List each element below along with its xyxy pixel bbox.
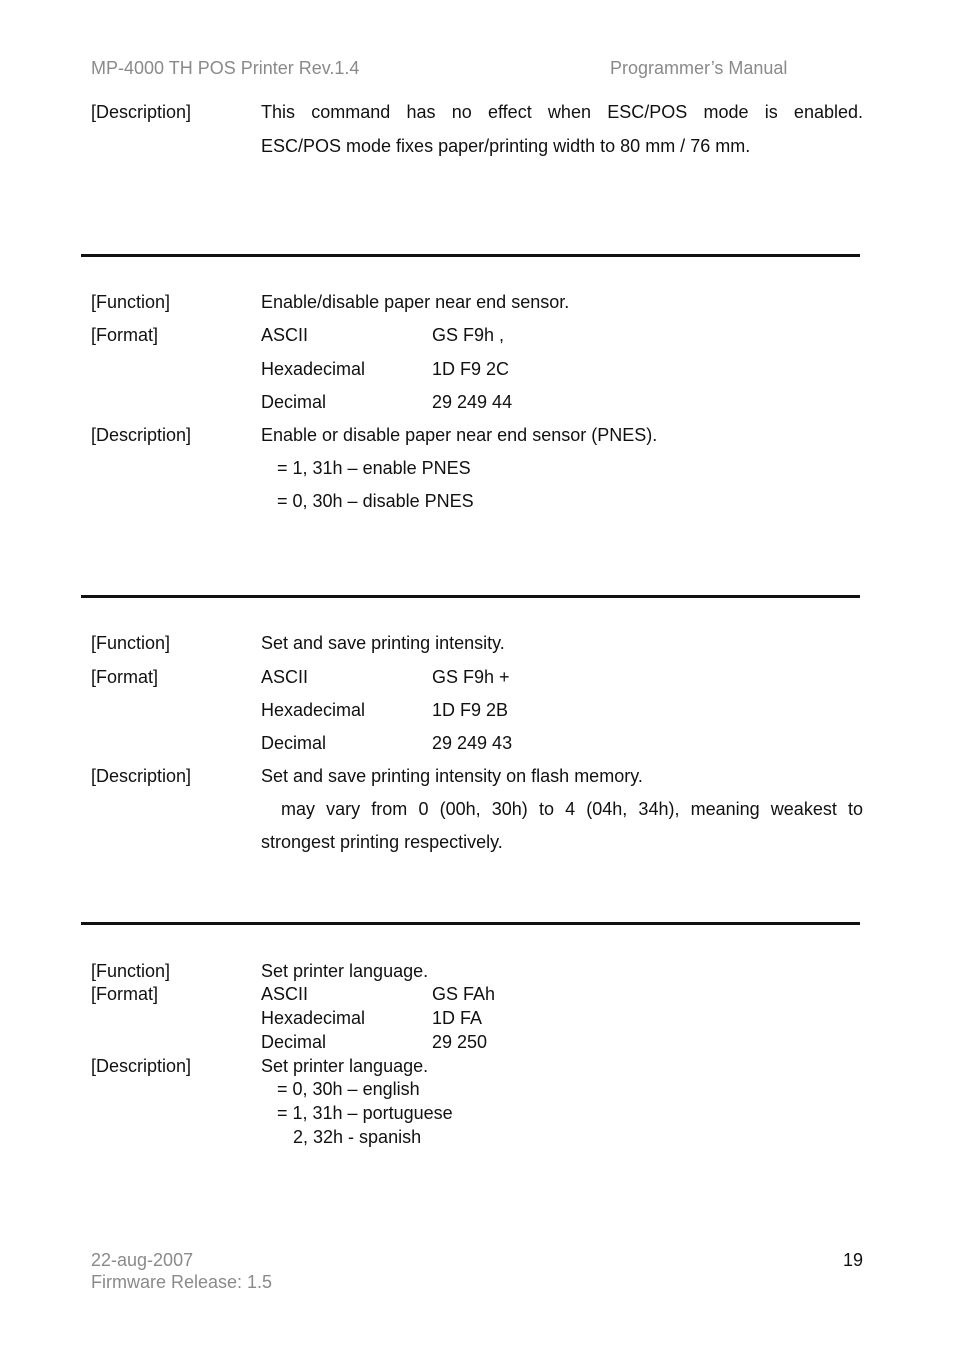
format-label: [Format]	[91, 667, 159, 687]
ascii-value: GS FAh	[432, 984, 496, 1004]
description-line: = 1, 31h – enable PNES	[277, 458, 471, 478]
function-text: Set and save printing intensity.	[261, 633, 505, 653]
section-divider	[81, 922, 860, 925]
description-line: may vary from 0 (00h, 30h) to 4 (04h, 34h), meaning weakest to	[281, 799, 863, 819]
decimal-label: Decimal	[261, 1032, 327, 1052]
hex-label: Hexadecimal	[261, 1008, 366, 1028]
decimal-value: 29 249 43	[432, 733, 513, 753]
ascii-label: ASCII	[261, 325, 309, 345]
format-label: [Format]	[91, 325, 159, 345]
function-label: [Function]	[91, 633, 171, 653]
page-number: 19	[843, 1250, 864, 1270]
description-label: [Description]	[91, 766, 192, 786]
function-text: Set printer language.	[261, 961, 429, 981]
intro-description-line2: ESC/POS mode fixes paper/printing width to 80 mm / 76 mm.	[261, 136, 751, 156]
description-line: = 0, 30h – english	[277, 1079, 420, 1099]
decimal-label: Decimal	[261, 392, 327, 412]
description-label: [Description]	[91, 1056, 192, 1076]
function-label: [Function]	[91, 961, 171, 981]
description-label: [Description]	[91, 425, 192, 445]
hex-value: 1D FA	[432, 1008, 483, 1028]
header-manual: Programmer’s Manual	[610, 58, 788, 78]
description-line: = 1, 31h – portuguese	[277, 1103, 453, 1123]
decimal-label: Decimal	[261, 733, 327, 753]
ascii-value: GS F9h +	[432, 667, 510, 687]
ascii-value: GS F9h ,	[432, 325, 505, 345]
ascii-label: ASCII	[261, 984, 309, 1004]
description-line: 2, 32h - spanish	[293, 1127, 422, 1147]
section-divider	[81, 254, 860, 257]
description-line: strongest printing respectively.	[261, 832, 503, 852]
description-text: Enable or disable paper near end sensor (PNES).	[261, 425, 658, 445]
header-title: MP-4000 TH POS Printer Rev.1.4	[91, 58, 360, 78]
section-divider	[81, 595, 860, 598]
hex-value: 1D F9 2C	[432, 359, 510, 379]
function-label: [Function]	[91, 292, 171, 312]
function-text: Enable/disable paper near end sensor.	[261, 292, 570, 312]
footer-firmware: Firmware Release: 1.5	[91, 1272, 273, 1292]
hex-value: 1D F9 2B	[432, 700, 509, 720]
hex-label: Hexadecimal	[261, 700, 366, 720]
description-line: = 0, 30h – disable PNES	[277, 491, 474, 511]
decimal-value: 29 250	[432, 1032, 488, 1052]
intro-description-line1: This command has no effect when ESC/POS mode is enabled.	[261, 102, 863, 122]
description-text: Set and save printing intensity on flash memory.	[261, 766, 643, 786]
intro-description-label: [Description]	[91, 102, 192, 122]
footer-date: 22-aug-2007	[91, 1250, 194, 1270]
format-label: [Format]	[91, 984, 159, 1004]
description-text: Set printer language.	[261, 1056, 429, 1076]
ascii-label: ASCII	[261, 667, 309, 687]
decimal-value: 29 249 44	[432, 392, 513, 412]
hex-label: Hexadecimal	[261, 359, 366, 379]
